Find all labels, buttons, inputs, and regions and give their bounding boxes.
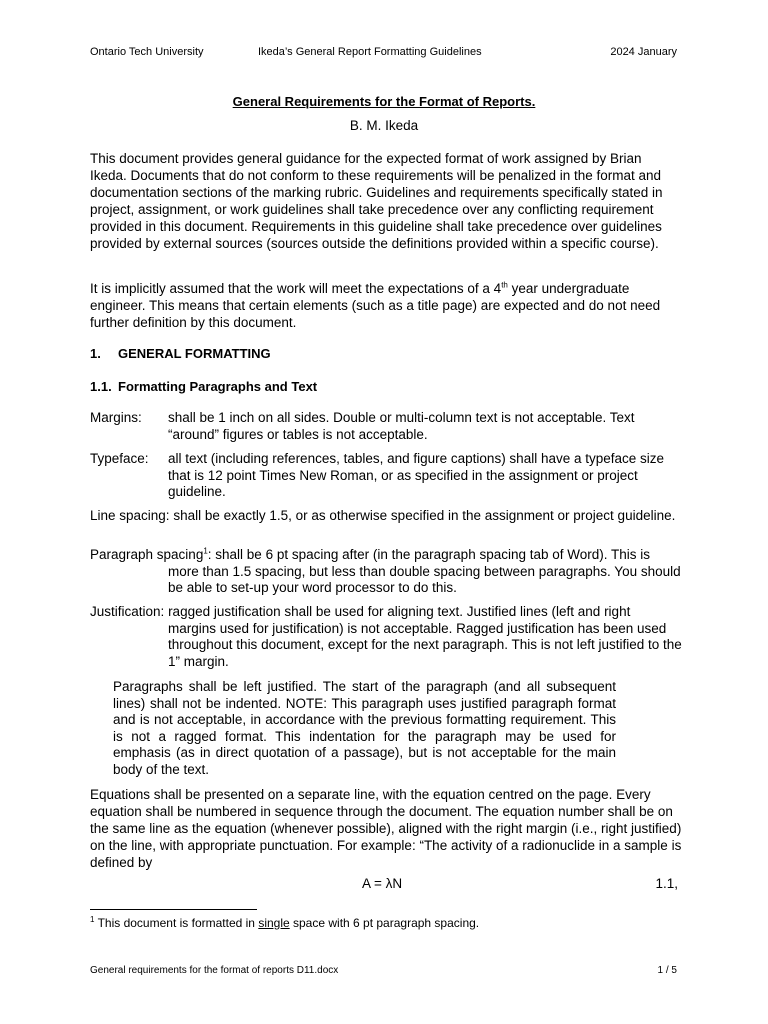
- equation-number: 1.1,: [655, 876, 678, 891]
- indented-justified-paragraph: Paragraphs shall be left justified. The start of the paragraph (and all subsequent lines) shall not be indented. NOTE: This paragraph uses justified paragraph format and is not acceptable, in accordance with the previous formatting requirement. This is not a ragged format. This indentation for the paragraph may be used for emphasis (as in direct quotation of a passage), but is not acceptable for the main body of the text.: [113, 679, 616, 777]
- rule-margins: Margins: shall be 1 inch on all sides. Double or multi-column text is not acceptable. Text “around” figures or tables is not acceptable.: [90, 410, 635, 442]
- equations-paragraph: Equations shall be presented on a separate line, with the equation centred on the page. Every equation shall be numbered in sequence through the document. The equation number shall be on the same line as the equation (whenever possible), aligned with the right margin (i.e., right justified) on the line, with appropriate punctuation. For example: “The activity of a radionuclide in a sample is defined by: [90, 787, 682, 870]
- header-institution: Ontario Tech University: [90, 46, 204, 58]
- footer-filename: General requirements for the format of reports D11.docx: [90, 965, 339, 976]
- rule-justification: Justification: ragged justification shall be used for aligning text. Justified lines (left and right margins used for justification) is not acceptable. Ragged justification has been used throughout this document, except for the next paragraph. This is not left justified to the 1” margin.: [90, 604, 682, 669]
- header-document-title: Ikeda’s General Report Formatting Guidelines: [258, 46, 482, 58]
- page-title: General Requirements for the Format of Reports.: [232, 94, 536, 109]
- equation-expression: A = λN: [362, 876, 403, 891]
- footnote: $^1$ This document is formatted in single space with 6 pt paragraph spacing.: [90, 915, 480, 930]
- footnote-separator: [90, 909, 257, 910]
- rule-typeface: Typeface: all text (including references, tables, and figure captions) shall have a typeface size that is 12 point Times New Roman, or as specified in the assignment or project guideline.: [90, 451, 665, 499]
- rule-line-spacing: Line spacing: shall be exactly 1.5, or as otherwise specified in the assignment or project guideline.: [90, 508, 676, 523]
- section-heading-1-1: 1.1. Formatting Paragraphs and Text: [90, 379, 318, 394]
- intro-paragraph: This document provides general guidance for the expected format of work assigned by Brian Ikeda. Documents that do not conform to these requirements will be penalized in the format and documentation sections of the marking rubric. Guidelines and requirements specifically stated in project, assignment, or work guidelines shall take precedence over any conflicting requirement provided in this document. Requirements in this guideline shall take precedence over guidelines provided by external sources (sources outside the definitions provided within a specific course).: [90, 151, 663, 251]
- header-date: 2024 January: [610, 46, 677, 58]
- assumption-paragraph: It is implicitly assumed that the work will meet the expectations of a 4th year undergraduate engineer. This means that certain elements (such as a title page) are expected and do not need further definition by this document.: [90, 280, 661, 330]
- author: B. M. Ikeda: [349, 118, 419, 133]
- footer-page-number: 1 / 5: [657, 965, 677, 976]
- rule-paragraph-spacing: Paragraph spacing$^1$: shall be 6 pt spacing after (in the paragraph spacing tab of Word). This is more than 1.5 spacing, but less than double spacing between paragraphs. You should be able to set-up your word processor to do this.: [90, 546, 681, 595]
- section-heading-1: 1. GENERAL FORMATTING: [90, 346, 271, 361]
